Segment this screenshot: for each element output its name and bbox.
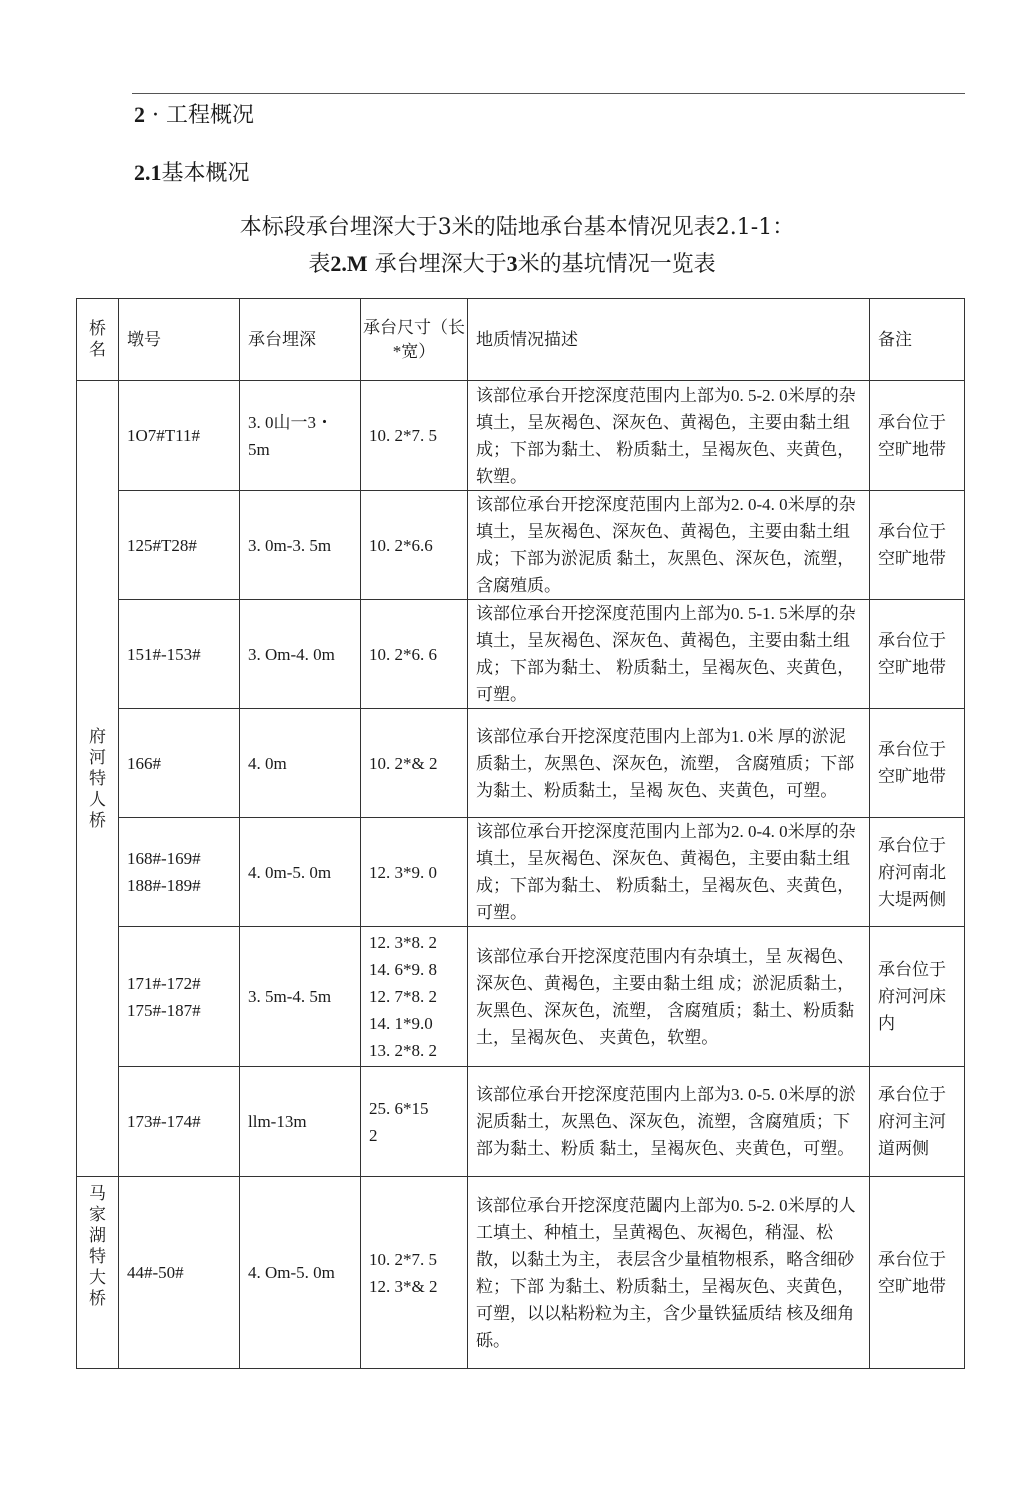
- pier-cell: [119, 709, 240, 818]
- table-header-row: [77, 299, 965, 381]
- size-cell-line: 13. 2*8. 2: [369, 1041, 437, 1060]
- size-cell-line: 12. 3*8. 2: [369, 933, 437, 952]
- pier-cell-line: 171#-172#: [127, 973, 201, 993]
- table-row: [77, 491, 965, 600]
- header-bridge: 桥名: [77, 299, 119, 381]
- note-cell: 承台位于府河河床内: [870, 927, 965, 1067]
- header-pier: 墩号: [119, 299, 240, 381]
- size-cell: [361, 927, 468, 1067]
- table-row: [77, 600, 965, 709]
- pier-cell: [119, 600, 240, 709]
- section-heading: 2 · 工程概况: [134, 102, 255, 128]
- pier-cell-line: 175#-187#: [127, 1000, 201, 1020]
- pier-cell-line: 125#T28#: [127, 535, 197, 555]
- size-cell: [361, 491, 468, 600]
- depth-cell: 3. 0m-3. 5m: [240, 491, 361, 600]
- pier-cell-line: 151#-153#: [127, 644, 201, 664]
- pier-cell: [119, 491, 240, 600]
- table-caption: 表2.M 承台埋深大于3米的基坑情况一览表: [308, 251, 716, 277]
- geology-cell: 该部位承台开挖深度范围内有杂填土，呈 灰褐色、深灰色、黄褐色，主要由黏土组 成；淤泥质黏土，灰黑色、深灰色，流塑， 含腐殖质；黏土、粉质黏土，呈褐灰色、 夹黄色，软塑。: [468, 927, 870, 1067]
- note-cell: 承台位于府河主河道两侧: [870, 1067, 965, 1177]
- pier-cell: [119, 1177, 240, 1369]
- size-cell: [361, 818, 468, 927]
- note-cell: 承台位于空旷地带: [870, 1177, 965, 1369]
- header-depth: 承台埋深: [240, 299, 361, 381]
- note-cell: 承台位于空旷地带: [870, 600, 965, 709]
- depth-cell: 3. 0山一3・5m: [240, 381, 361, 491]
- depth-cell: 4. Om-5. 0m: [240, 1177, 361, 1369]
- pier-cell-line: 173#-174#: [127, 1112, 201, 1131]
- pier-cell-line: 166#: [127, 753, 161, 773]
- size-cell-line: 10. 2*6.6: [369, 535, 433, 555]
- size-cell-line: 10. 2*& 2: [369, 753, 438, 773]
- size-cell-line: 10. 2*6. 6: [369, 644, 437, 664]
- table-row: [77, 818, 965, 927]
- depth-cell: 3. 5m-4. 5m: [240, 927, 361, 1067]
- header-note: 备注: [870, 299, 965, 381]
- table-row: [77, 709, 965, 818]
- header-size: 承台尺寸（长*宽）: [361, 299, 468, 381]
- pier-cell-line: 188#-189#: [127, 876, 201, 895]
- size-cell-line: 14. 6*9. 8: [369, 960, 437, 979]
- pier-cell-line: 44#-50#: [127, 1263, 184, 1282]
- subsection-heading: 2.1基本概况: [134, 160, 250, 186]
- pier-cell-line: 1O7#T11#: [127, 426, 201, 445]
- header-rule: [132, 93, 965, 94]
- pier-cell: [119, 381, 240, 491]
- depth-cell: llm-13m: [240, 1067, 361, 1177]
- size-cell-line: 2: [369, 1125, 378, 1145]
- size-cell: [361, 1177, 468, 1369]
- table-row: [77, 927, 965, 1067]
- geology-cell: 该部位承台开挖深度范围内上部为2. 0-4. 0米厚的杂填土，呈灰褐色、深灰色、黄褐色，主要由黏土组成；下部为淤泥质 黏土，灰黑色、深灰色，流塑，含腐殖质。: [468, 491, 870, 600]
- geology-cell: 该部位承台开挖深度范闔内上部为0. 5-2. 0米厚的人工填土、种植土，呈黄褐色、灰褐色，稍湿、松散，以黏土为主， 表层含少量植物根系，略含细砂粒；下部 为黏土、粉质黏土，呈褐灰色、夹黄色， 可塑，以以粘粉粒为主，含少量铁猛质结 核及细角砾。: [468, 1177, 870, 1369]
- foundation-table: [76, 298, 965, 1369]
- note-cell: 承台位于空旷地带: [870, 709, 965, 818]
- bridge-name: 马家湖特大桥: [89, 1184, 106, 1308]
- geology-cell: 该部位承台开挖深度范围内上部为0. 5-2. 0米厚的杂填土，呈灰褐色、深灰色、黄褐色，主要由黏土组成；下部为黏土、 粉质黏土，呈褐灰色、夹黄色，软塑。: [468, 381, 870, 491]
- geology-cell: 该部位承台开挖深度范围内上部为2. 0-4. 0米厚的杂填土，呈灰褐色、深灰色、黄褐色，主要由黏土组成；下部为黏土、 粉质黏土，呈褐灰色、夹黄色，可塑。: [468, 818, 870, 927]
- geology-cell: 该部位承台开挖深度范围内上部为1. 0米 厚的淤泥质黏土，灰黑色、深灰色，流塑， 含腐殖质；下部为黏土、粉质黏土，呈褐 灰色、夹黄色，可塑。: [468, 709, 870, 818]
- size-cell: [361, 381, 468, 491]
- header-geology: 地质情况描述: [468, 299, 870, 381]
- size-cell-line: 14. 1*9.0: [369, 1014, 433, 1033]
- size-cell-line: 10. 2*7. 5: [369, 426, 437, 445]
- size-cell: [361, 600, 468, 709]
- note-cell: 承台位于空旷地带: [870, 491, 965, 600]
- size-cell: [361, 709, 468, 818]
- pier-cell: [119, 927, 240, 1067]
- note-cell: 承台位于空旷地带: [870, 381, 965, 491]
- pier-cell: [119, 1067, 240, 1177]
- pier-cell: [119, 818, 240, 927]
- bridge-name-cell: [77, 1177, 119, 1369]
- pier-cell-line: 168#-169#: [127, 849, 201, 868]
- depth-cell: 4. 0m: [240, 709, 361, 818]
- size-cell-line: 12. 7*8. 2: [369, 987, 437, 1006]
- size-cell: [361, 1067, 468, 1177]
- note-cell: 承台位于府河南北大堤两侧: [870, 818, 965, 927]
- geology-cell: 该部位承台开挖深度范围内上部为3. 0-5. 0米厚的淤泥质黏土，灰黑色、深灰色，流塑，含腐殖质；下部为黏土、粉质 黏土，呈褐灰色、夹黄色，可塑。: [468, 1067, 870, 1177]
- table-row: [77, 381, 965, 491]
- depth-cell: 3. Om-4. 0m: [240, 600, 361, 709]
- intro-paragraph: 本标段承台埋深大于3米的陆地承台基本情况见表2.1-1：: [239, 215, 795, 240]
- size-cell-line: 10. 2*7. 5: [369, 1249, 437, 1269]
- size-cell-line: 25. 6*15: [369, 1098, 429, 1118]
- bridge-name-cell: [77, 381, 119, 1177]
- bridge-name: 府河特人桥: [89, 726, 106, 830]
- geology-cell: 该部位承台开挖深度范围内上部为0. 5-1. 5米厚的杂填土，呈灰褐色、深灰色、黄褐色，主要由黏土组成；下部为黏土、 粉质黏土，呈褐灰色、夹黄色，可塑。: [468, 600, 870, 709]
- depth-cell: 4. 0m-5. 0m: [240, 818, 361, 927]
- table-row: [77, 1067, 965, 1177]
- size-cell-line: 12. 3*& 2: [369, 1276, 438, 1296]
- size-cell-line: 12. 3*9. 0: [369, 862, 437, 882]
- table-row: [77, 1177, 965, 1369]
